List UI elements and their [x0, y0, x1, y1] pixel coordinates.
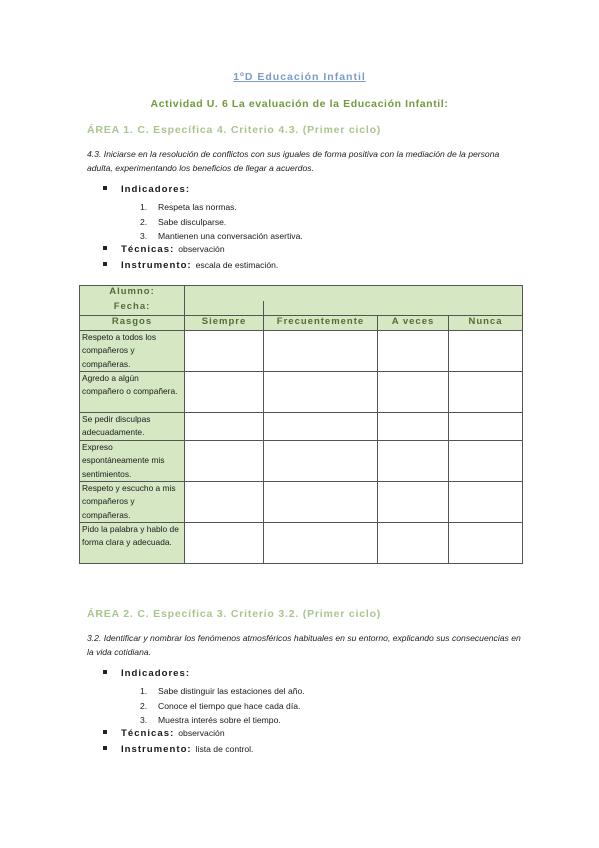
rating-cell[interactable] [378, 523, 449, 564]
alumno-field-ext [264, 286, 523, 301]
list-item: 1. Sabe distinguir las estaciones del año. [140, 686, 305, 696]
area1-bullets [103, 184, 303, 276]
tecnicas-bullet [103, 728, 305, 744]
rating-cell[interactable] [378, 372, 449, 413]
evaluation-table [79, 285, 523, 564]
rating-cell[interactable] [378, 441, 449, 482]
indicadores-bullet [103, 668, 305, 684]
rating-cell[interactable] [264, 523, 378, 564]
alumno-field[interactable] [185, 286, 264, 301]
rating-cell[interactable] [185, 372, 264, 413]
col-header-rasgos: Rasgos [80, 316, 185, 331]
rating-cell[interactable] [449, 482, 523, 523]
col-header-a-veces: A veces [378, 316, 449, 331]
rasgo-cell: Respeto y escucho a mis compañeros y compañeras. [80, 482, 185, 523]
tecnicas-value: observación [178, 243, 225, 254]
rasgo-cell: Pido la palabra y hablo de forma clara y adecuada. [80, 523, 185, 564]
instrumento-bullet [103, 260, 303, 276]
list-item: 3. Muestra interés sobre el tiempo. [140, 715, 281, 725]
bullet-icon [103, 670, 107, 674]
bullet-icon [103, 262, 107, 266]
table-row [80, 331, 523, 372]
rating-cell[interactable] [264, 413, 378, 441]
instrumento-value: lista de control. [195, 743, 254, 754]
area1-description: 4.3. Iniciarse en la resolución de conflictos con sus iguales de forma positiva con la mediación de la persona adulta, experimentando los beneficios de llegar a acuerdos. [87, 149, 500, 173]
table-row [80, 482, 523, 523]
table-row [80, 413, 523, 441]
rating-cell[interactable] [449, 523, 523, 564]
area2-bullets [103, 668, 305, 760]
area1-title: ÁREA 1. C. Específica 4. Criterio 4.3. (Primer ciclo) [87, 124, 382, 136]
instrumento-value: escala de estimación. [195, 259, 279, 270]
alumno-label: Alumno: [80, 286, 185, 301]
instrumento-label: Instrumento: [121, 743, 192, 755]
tecnicas-value: observación [178, 727, 225, 738]
indicadores-label: Indicadores: [121, 668, 191, 679]
indicadores-list [140, 200, 303, 244]
col-header-frecuentemente: Frecuentemente [264, 316, 378, 331]
area2-title: ÁREA 2. C. Específica 3. Criterio 3.2. (Primer ciclo) [87, 608, 382, 620]
rating-cell[interactable] [378, 482, 449, 523]
rating-cell[interactable] [185, 413, 264, 441]
list-item: 2. Sabe disculparse. [140, 216, 227, 227]
rating-cell[interactable] [449, 413, 523, 441]
instrumento-label: Instrumento: [121, 259, 192, 271]
course-title: 1ºD Educación Infantil [233, 71, 366, 83]
rating-cell[interactable] [185, 482, 264, 523]
fecha-field[interactable] [185, 301, 264, 316]
fecha-label: Fecha: [80, 301, 185, 316]
rating-cell[interactable] [449, 372, 523, 413]
col-header-siempre: Siempre [185, 316, 264, 331]
tecnicas-label: Técnicas: [121, 243, 175, 255]
indicadores-bullet [103, 184, 303, 200]
rasgo-cell: Agredo a algún compañero o compañera. [80, 372, 185, 413]
indicadores-label: Indicadores: [121, 184, 191, 195]
rasgo-cell: Expreso espontáneamente mis sentimientos. [80, 441, 185, 482]
rating-cell[interactable] [449, 441, 523, 482]
rasgo-cell: Se pedir disculpas adecuadamente. [80, 413, 185, 441]
bullet-icon [103, 246, 107, 250]
col-header-nunca: Nunca [449, 316, 523, 331]
bullet-icon [103, 746, 107, 750]
table-row [80, 523, 523, 564]
rating-cell[interactable] [185, 331, 264, 372]
area2-description: 3.2. Identificar y nombrar los fenómenos atmosféricos habituales en su entorno, explicando sus consecuencias en la vida cotidiana. [87, 633, 521, 657]
rasgo-cell: Respeto a todos los compañeros y compañeras. [80, 331, 185, 372]
tecnicas-bullet [103, 244, 303, 260]
instrumento-bullet [103, 744, 305, 760]
bullet-icon [103, 730, 107, 734]
rating-cell[interactable] [449, 331, 523, 372]
tecnicas-label: Técnicas: [121, 727, 175, 739]
rating-cell[interactable] [378, 331, 449, 372]
activity-title: Actividad U. 6 La evaluación de la Educación Infantil: [150, 98, 449, 110]
rating-cell[interactable] [185, 523, 264, 564]
rating-cell[interactable] [264, 331, 378, 372]
rating-cell[interactable] [378, 413, 449, 441]
rating-cell[interactable] [264, 441, 378, 482]
list-item: 2. Conoce el tiempo que hace cada día. [140, 700, 301, 711]
bullet-icon [103, 186, 107, 190]
rating-cell[interactable] [264, 482, 378, 523]
table-row [80, 441, 523, 482]
indicadores-list [140, 684, 305, 728]
table-row [80, 372, 523, 413]
list-item: 3. Mantienen una conversación asertiva. [140, 231, 303, 241]
fecha-field-ext [264, 301, 523, 316]
rating-cell[interactable] [185, 441, 264, 482]
rating-cell[interactable] [264, 372, 378, 413]
list-item: 1. Respeta las normas. [140, 202, 237, 212]
